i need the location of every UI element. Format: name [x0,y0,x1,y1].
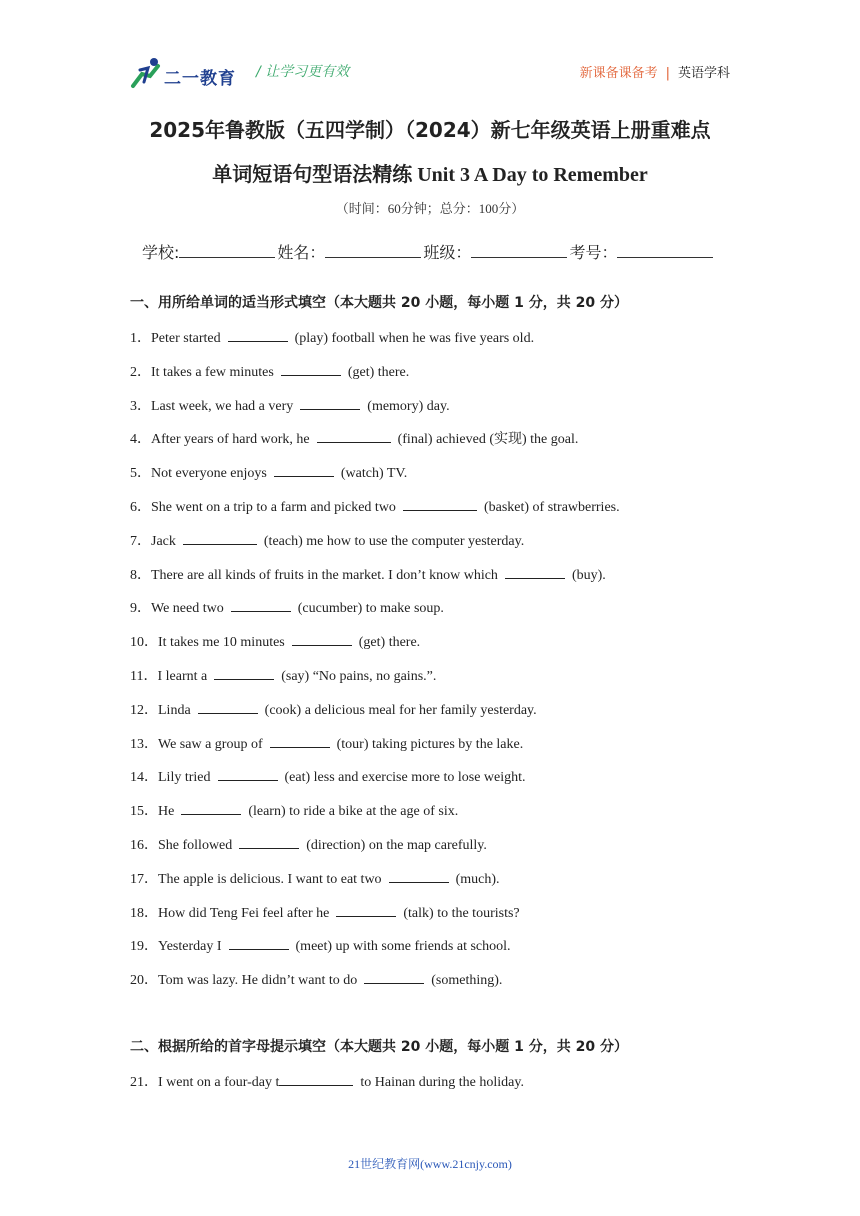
question-text: 10．It takes me 10 minutes [130,635,285,651]
question-11 [130,665,436,685]
question-2 [130,361,409,381]
question-15 [130,800,458,820]
question-text: 21．I went on a four-day t [130,1075,280,1090]
question-8 [130,564,606,584]
question-text: 12．Linda [130,702,191,718]
question-hint: (buy). [571,567,606,583]
question-7 [130,530,524,550]
student-info [142,240,715,263]
question-hint: (basket) of strawberries. [483,500,620,515]
class-field[interactable] [471,243,567,258]
answer-blank[interactable] [292,633,352,646]
question-14 [130,766,526,786]
title-line-1: 2025年鲁教版（五四学制）（2024）新七年级英语上册重难点 [149,118,711,142]
answer-blank[interactable] [218,768,278,781]
question-text: 11．I learnt a [130,669,208,684]
question-hint: (something). [431,973,503,989]
question-hint: (direction) on the map carefully. [306,838,487,853]
tag-left: 新课备课备考 [579,66,658,81]
question-hint: (cucumber) to make soup. [297,601,444,617]
answer-blank[interactable] [317,430,391,443]
question-hint: (learn) to ride a bike at the age of six. [248,804,459,820]
logo [130,56,242,90]
answer-blank[interactable] [403,498,477,511]
question-text: 8．There are all kinds of fruits in the market. I don’t know which [130,567,498,583]
question-hint: (memory) day. [367,398,450,414]
question-hint: (cook) a delicious meal for her family yesterday. [264,702,537,718]
school-label: 学校: [142,243,180,262]
answer-blank[interactable] [181,802,241,815]
question-text: 14．Lily tried [130,770,211,786]
answer-blank[interactable] [274,464,334,477]
question-3 [130,395,450,415]
question-hint: (meet) up with some friends at school. [295,939,511,955]
question-text: 4．After years of hard work, he [130,432,310,448]
question-text: 19．Yesterday I [130,939,222,955]
question-hint: to Hainan during the holiday. [360,1075,524,1090]
answer-blank[interactable] [231,599,291,612]
question-21 [130,1071,524,1091]
question-6 [130,496,620,516]
answer-blank[interactable] [228,329,288,342]
question-9 [130,597,444,617]
answer-blank[interactable] [198,701,258,714]
tag-separator: | [665,66,670,81]
question-text: 7．Jack [130,533,176,549]
question-19 [130,935,511,955]
answer-blank[interactable] [229,937,289,950]
exam-meta: （时间：60分钟；总分：100分） [335,201,525,216]
question-text: 18．How did Teng Fei feel after he [130,905,330,921]
question-hint: (get) there. [347,364,410,380]
question-text: 5．Not everyone enjoys [130,466,267,482]
name-label: 姓名： [277,243,326,262]
question-text: 16．She followed [130,838,233,853]
question-hint: (play) football when he was five years old. [294,331,535,346]
question-hint: (final) achieved (实现) the goal. [397,432,579,448]
answer-blank[interactable] [214,667,274,680]
answer-blank[interactable] [389,870,449,883]
question-hint: (eat) less and exercise more to lose weight. [284,770,526,786]
question-hint: (get) there. [358,635,421,651]
question-10 [130,631,420,651]
question-1 [130,327,534,347]
question-20 [130,969,502,989]
question-text: 2．It takes a few minutes [130,364,274,380]
runner-logo-icon [130,56,164,90]
question-17 [130,868,500,888]
subject-tag [580,62,730,81]
answer-blank[interactable] [239,836,299,849]
name-field[interactable] [325,243,421,258]
question-hint: (watch) TV. [340,466,408,482]
question-13 [130,733,523,753]
title-line-2-cn: 单词短语句型语法精练 [212,162,413,186]
answer-blank[interactable] [336,904,396,917]
answer-blank[interactable] [270,735,330,748]
question-5 [130,462,407,482]
question-4 [130,428,578,448]
answer-blank[interactable] [279,1073,353,1086]
answer-blank[interactable] [300,397,360,410]
school-field[interactable] [179,243,275,258]
question-16 [130,834,487,854]
question-text: 3．Last week, we had a very [130,398,294,414]
section-1-heading: 一、用所给单词的适当形式填空（本大题共 20 小题，每小题 1 分，共 20 分） [130,295,628,311]
answer-blank[interactable] [183,532,257,545]
question-18 [130,902,520,922]
tag-right: 英语学科 [677,66,730,81]
answer-blank[interactable] [281,363,341,376]
answer-blank[interactable] [364,971,424,984]
slogan: / 让学习更有效 [256,64,350,80]
question-hint: (tour) taking pictures by the lake. [336,736,524,752]
question-text: 20．Tom was lazy. He didn’t want to do [130,973,358,989]
question-text: 13．We saw a group of [130,736,263,752]
number-field[interactable] [617,243,713,258]
question-hint: (say) “No pains, no gains.”. [281,669,437,684]
question-text: 6．She went on a trip to a farm and picked two [130,500,396,515]
title-line-2 [0,158,860,187]
answer-blank[interactable] [505,566,565,579]
logo-text: 二一教育 [164,69,236,89]
question-12 [130,699,537,719]
section-2-heading: 二、根据所给的首字母提示填空（本大题共 20 小题，每小题 1 分，共 20 分） [130,1039,628,1055]
title-line-2-en: Unit 3 A Day to Remember [412,164,648,186]
footer-source: 21世纪教育网(www.21cnjy.com) [348,1157,512,1171]
number-label: 考号： [569,243,618,262]
page-header [130,54,730,94]
question-text: 15．He [130,804,175,820]
class-label: 班级： [423,243,472,262]
question-hint: (teach) me how to use the computer yesterday. [263,533,525,549]
question-text: 9．We need two [130,601,224,617]
question-text: 17．The apple is delicious. I want to eat two [130,871,382,887]
question-text: 1．Peter started [130,331,221,346]
question-hint: (talk) to the tourists? [403,905,520,921]
question-hint: (much). [455,871,500,887]
